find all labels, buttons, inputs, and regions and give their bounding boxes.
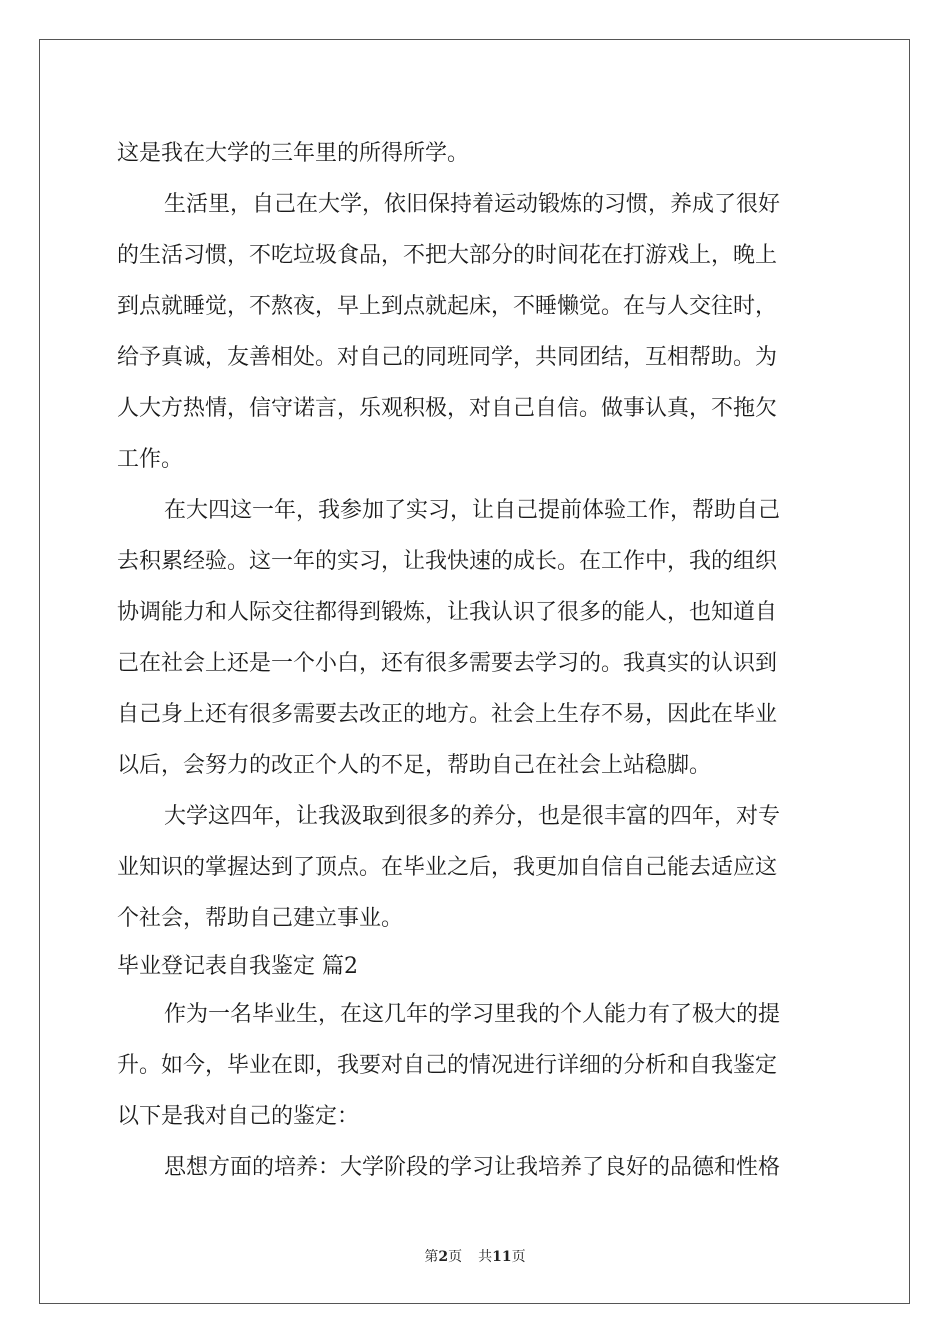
paragraph: [117, 179, 833, 485]
page-number: 2: [438, 1249, 449, 1265]
text-line: 以下是我对自己的鉴定：: [117, 1104, 360, 1129]
text-line: 思想方面的培养：大学阶段的学习让我培养了良好的品德和性格: [164, 1155, 781, 1180]
text-line: 人大方热情，信守诺言，乐观积极，对自己自信。做事认真，不拖欠: [117, 396, 778, 421]
text-line: 己在社会上还是一个小白，还有很多需要去学习的。我真实的认识到: [117, 651, 778, 676]
paragraph: [117, 485, 833, 791]
paragraph: [117, 989, 833, 1142]
text-line: 协调能力和人际交往都得到锻炼，让我认识了很多的能人，也知道自: [117, 600, 778, 625]
paragraph: [117, 128, 833, 179]
text-line: 大学这四年，让我汲取到很多的养分，也是很丰富的四年，对专: [164, 804, 781, 829]
paragraph: [117, 791, 833, 944]
text-line: 的生活习惯，不吃垃圾食品，不把大部分的时间花在打游戏上，晚上: [117, 243, 778, 268]
text-line: 这是我在大学的三年里的所得所学。: [117, 141, 470, 166]
text-line: 在大四这一年，我参加了实习，让自己提前体验工作，帮助自己: [164, 498, 781, 523]
text-line: 以后，会努力的改正个人的不足，帮助自己在社会上站稳脚。: [117, 753, 712, 778]
page-number-suffix: 页: [448, 1249, 463, 1265]
paragraph: [117, 1142, 833, 1193]
text-line: 个社会，帮助自己建立事业。: [117, 906, 404, 931]
text-line: 升。如今，毕业在即，我要对自己的情况进行详细的分析和自我鉴定: [117, 1053, 778, 1078]
text-line: 给予真诚，友善相处。对自己的同班同学，共同团结，互相帮助。为: [117, 345, 778, 370]
text-line: 去积累经验。这一年的实习，让我快速的成长。在工作中，我的组织: [117, 549, 778, 574]
total-pages-suffix: 页: [511, 1249, 526, 1265]
text-line: 到点就睡觉，不熬夜，早上到点就起床，不睡懒觉。在与人交往时，: [117, 294, 778, 319]
total-pages: 11: [492, 1249, 512, 1265]
text-line: 工作。: [117, 447, 184, 472]
document-body: [117, 128, 833, 1193]
text-line: 生活里，自己在大学，依旧保持着运动锻炼的习惯，养成了很好: [164, 192, 781, 217]
total-pages-prefix: 共: [478, 1249, 493, 1265]
page-footer: [0, 1246, 950, 1266]
text-line: 自己身上还有很多需要去改正的地方。社会上生存不易，因此在毕业: [117, 702, 778, 727]
section-heading: 毕业登记表自我鉴定 篇2: [117, 954, 358, 979]
text-line: 作为一名毕业生，在这几年的学习里我的个人能力有了极大的提: [164, 1002, 781, 1027]
text-line: 业知识的掌握达到了顶点。在毕业之后，我更加自信自己能去适应这: [117, 855, 778, 880]
page-number-prefix: 第: [424, 1249, 439, 1265]
